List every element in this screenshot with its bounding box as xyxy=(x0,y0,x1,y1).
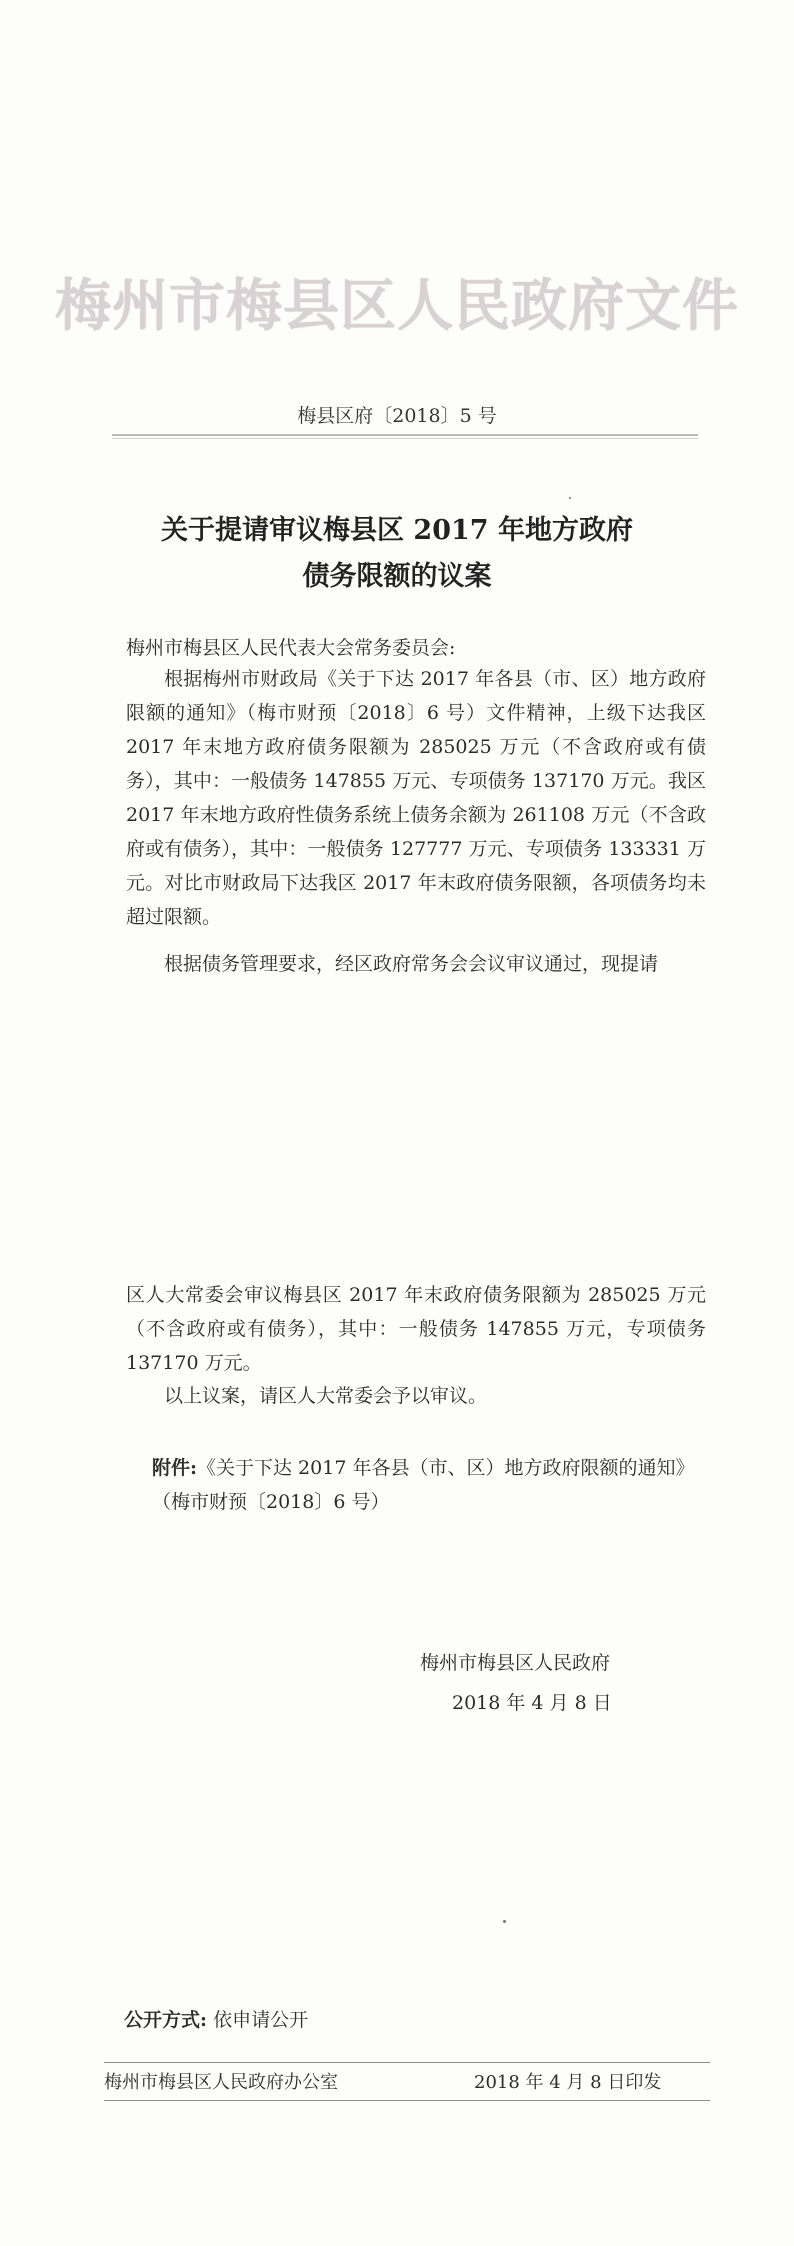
body-paragraph-4: 以上议案，请区人大常委会予以审议。 xyxy=(164,1385,488,1407)
attachment-label: 附件: xyxy=(152,1457,198,1479)
issuer-title: 梅州市梅县区人民政府文件 xyxy=(55,273,739,339)
body-paragraph-2: 根据债务管理要求，经区政府常务会会议审议通过，现提请 xyxy=(164,953,659,975)
attachment-content: 《关于下达 2017 年各县（市、区）地方政府限额的通知》（梅市财预〔2018〕6 号） xyxy=(152,1457,695,1513)
attachment xyxy=(152,1451,712,1519)
document-subject xyxy=(0,508,794,600)
signature-org: 梅州市梅县区人民政府 xyxy=(420,1652,611,1674)
scan-speck xyxy=(503,1920,506,1923)
footer-print-date: 2018 年 4 月 8 日印发 xyxy=(474,2072,662,2093)
header-divider-thin xyxy=(112,438,698,439)
addressee: 梅州市梅县区人民代表大会常务委员会: xyxy=(126,637,456,659)
disclosure xyxy=(124,2003,308,2037)
footer-divider-bottom xyxy=(104,2100,710,2101)
footer-divider-top xyxy=(104,2062,710,2063)
scan-speck xyxy=(569,497,571,499)
footer-office: 梅州市梅县区人民政府办公室 xyxy=(104,2072,338,2093)
subject-line-2: 债务限额的议案 xyxy=(302,561,492,592)
header-divider xyxy=(112,434,698,436)
body-paragraph-3: 区人大常委会审议梅县区 2017 年末政府债务限额为 285025 万元（不含政府或有债务），其中：一般债务 147855 万元，专项债务 137170 万元。 xyxy=(126,1284,706,1374)
body-paragraph-1: 根据梅州市财政局《关于下达 2017 年各县（市、区）地方政府限额的通知》（梅市财预〔2018〕6 号）文件精神，上级下达我区 2017 年末地方政府债务限额为 285025 万元（不含政府或有债务），其中：一般债务 147855 万元、专项债务 137170 万元。我区 2017 年末地方政府性债务系统上债务余额为 261108 万元（不含政府或有债务），其中：一般债务 127777 万元、专项债务 133331 万元。对比市财政局下达我区 2017 年末政府债务限额，各项债务均未超过限额。 xyxy=(126,668,706,928)
disclosure-value: 依申请公开 xyxy=(213,2009,309,2031)
document-number: 梅县区府〔2018〕5 号 xyxy=(297,405,497,427)
signature-date: 2018 年 4 月 8 日 xyxy=(452,1692,612,1714)
disclosure-label: 公开方式: xyxy=(124,2009,208,2031)
subject-line-1: 关于提请审议梅县区 2017 年地方政府 xyxy=(161,515,633,546)
